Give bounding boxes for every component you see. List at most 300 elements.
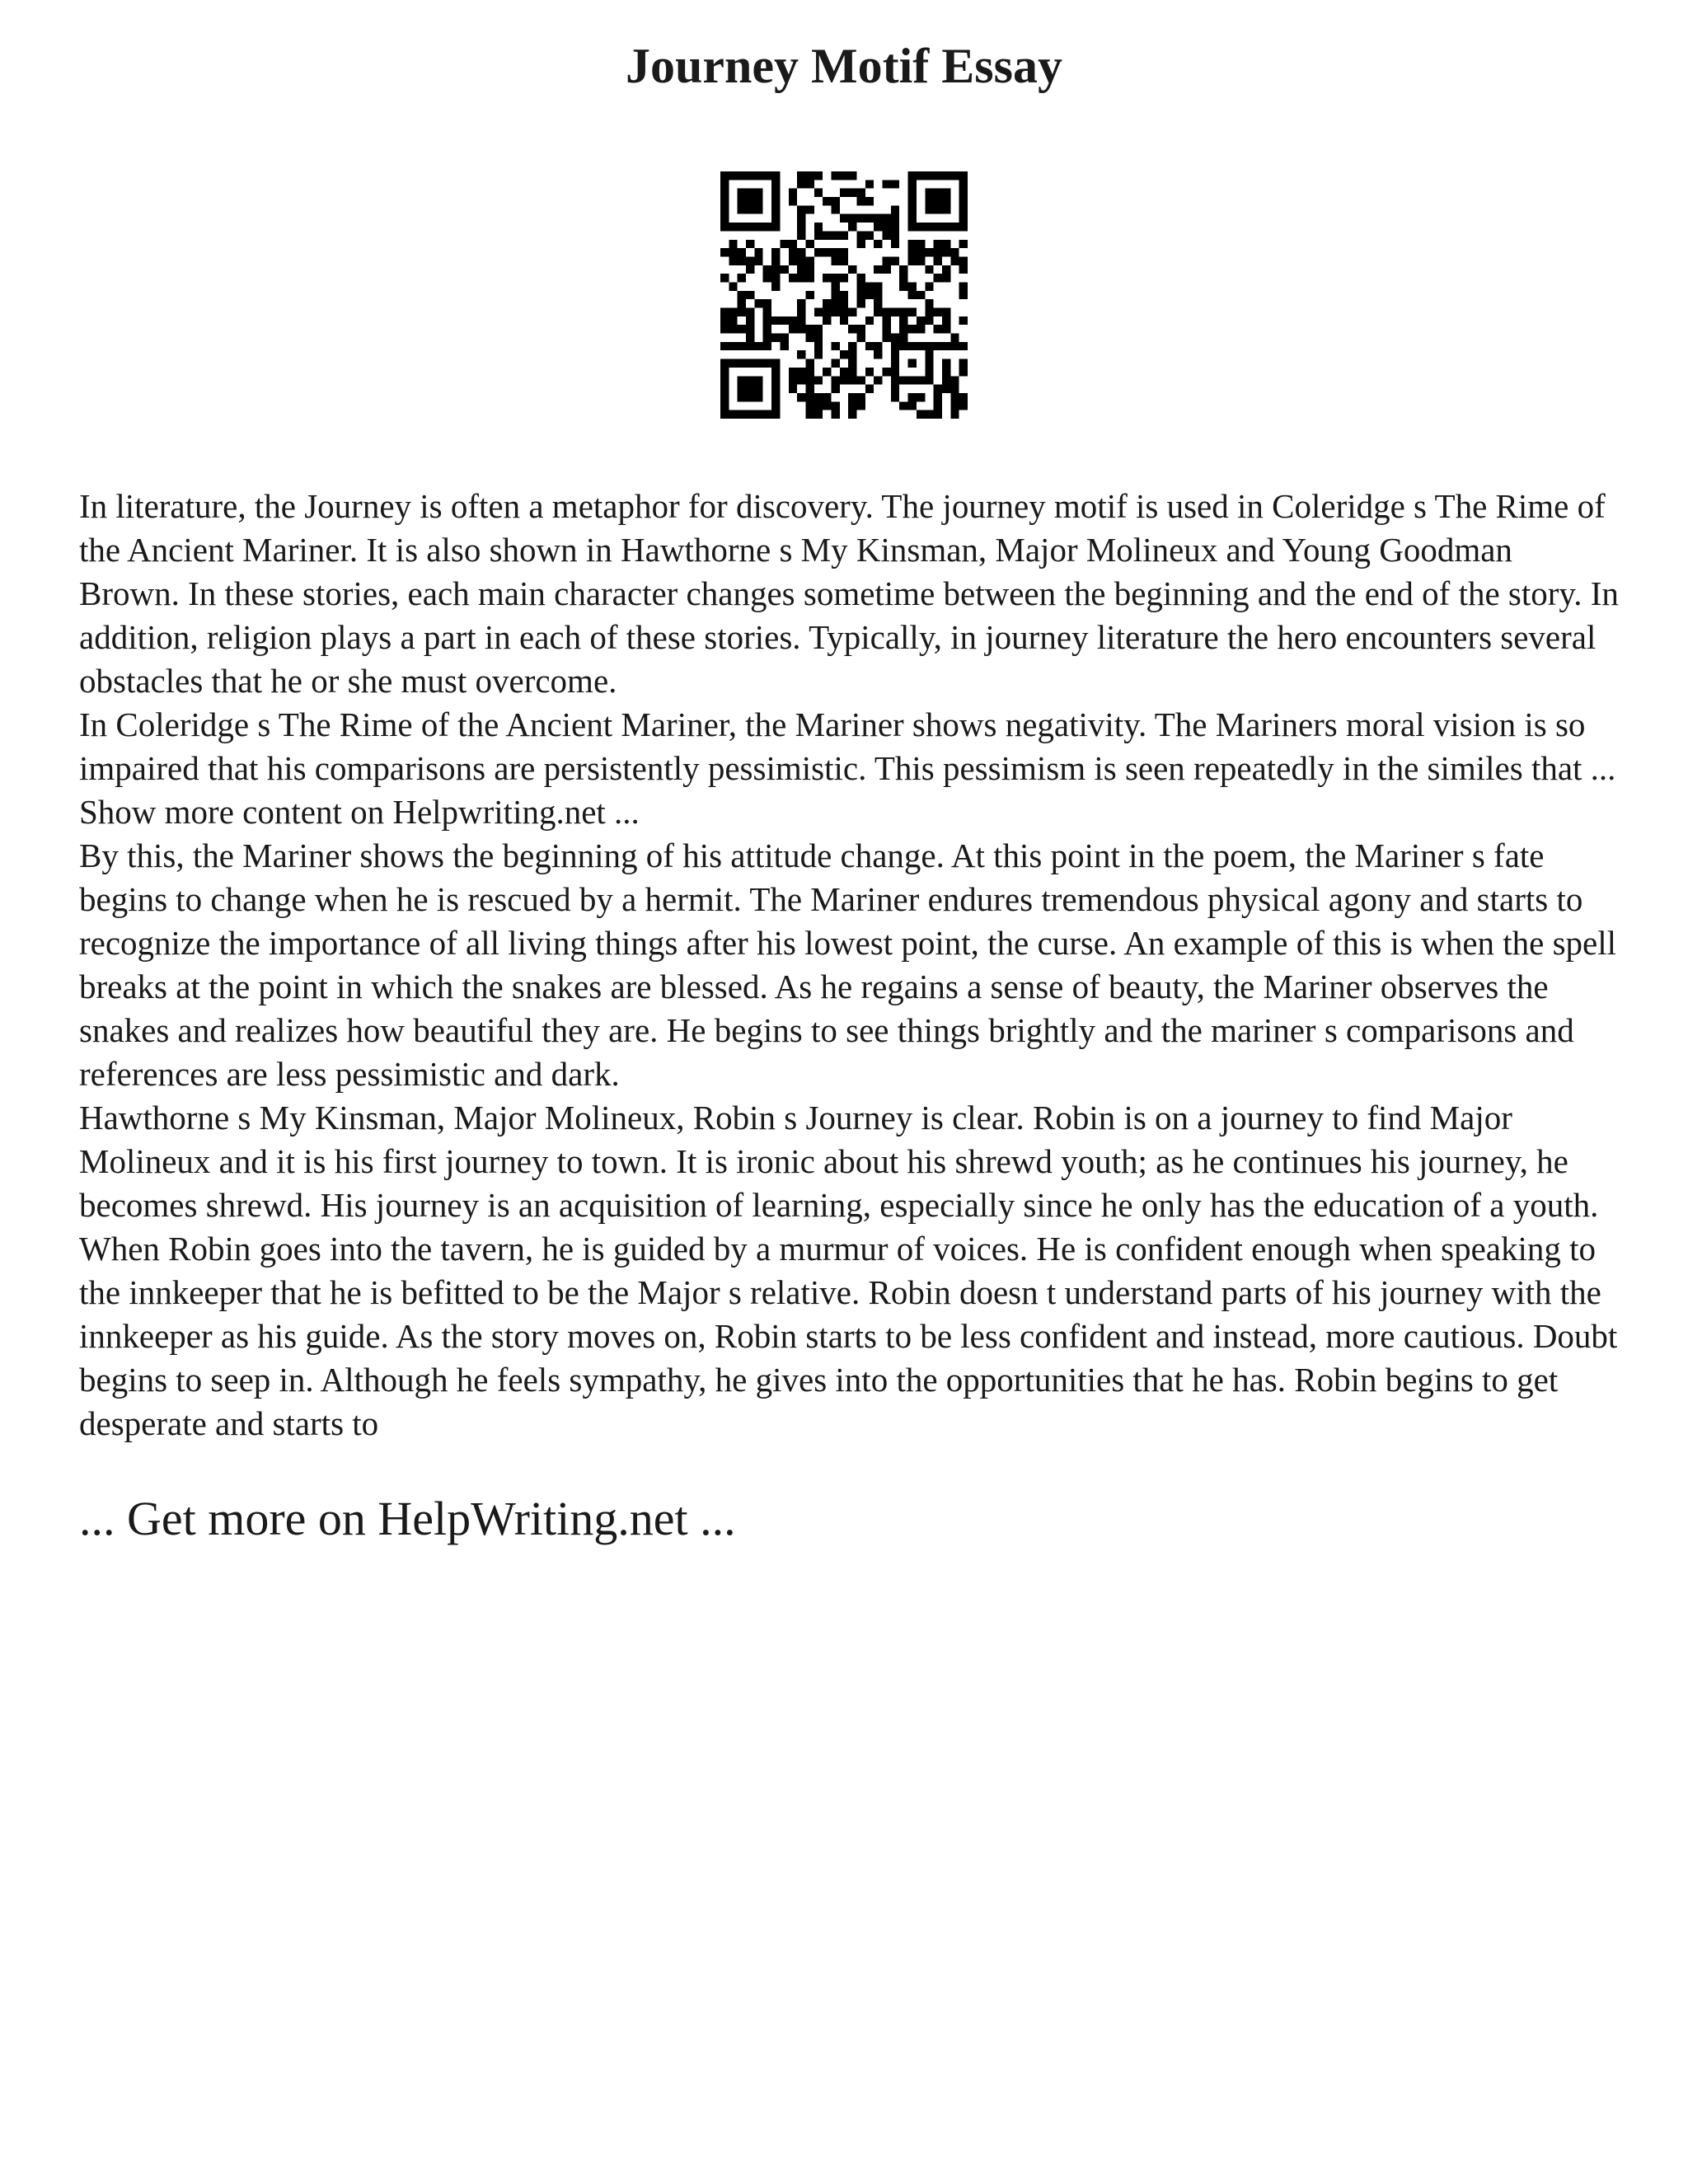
qr-module bbox=[805, 291, 814, 299]
qr-module bbox=[780, 334, 788, 342]
qr-module bbox=[789, 189, 797, 197]
essay-paragraph: In Coleridge s The Rime of the Ancient Mariner, the Mariner shows negativity. The Mariners moral vision is so impaired that his comparisons are persistently pessimistic. This pessimism is seen repeatedly in the similes that ... Show more content on Helpwriting.net ... bbox=[79, 705, 1616, 831]
qr-module bbox=[763, 308, 771, 316]
qr-module bbox=[805, 325, 814, 333]
qr-module bbox=[797, 214, 805, 223]
qr-module bbox=[805, 256, 814, 265]
qr-module bbox=[823, 299, 831, 307]
qr-module bbox=[805, 368, 814, 376]
qr-module bbox=[805, 265, 814, 274]
qr-module bbox=[738, 197, 746, 205]
qr-module bbox=[797, 205, 805, 213]
qr-module bbox=[840, 376, 848, 384]
qr-module bbox=[950, 342, 959, 350]
qr-module bbox=[797, 171, 805, 180]
qr-module bbox=[874, 265, 882, 274]
qr-module bbox=[763, 359, 771, 368]
qr-module bbox=[857, 325, 865, 333]
qr-module bbox=[771, 189, 780, 197]
qr-module bbox=[729, 325, 737, 333]
qr-module bbox=[805, 274, 814, 282]
qr-module bbox=[805, 410, 814, 419]
qr-module bbox=[789, 274, 797, 282]
qr-module bbox=[771, 274, 780, 282]
qr-module bbox=[908, 325, 917, 333]
qr-module bbox=[720, 316, 729, 325]
essay-paragraph: Hawthorne s My Kinsman, Major Molineux, Robin s Journey is clear. Robin is on a journey to find Major Molineux and it is his first journey to town. It is ironic about his shrewd youth; as he continues his journey, he becomes shrewd. His journey is an acquisition of learning, especially since he only has the education of a youth. When Robin goes into the tavern, he is guided by a murmur of voices. He is confident enough when speaking to the innkeeper that he is befitted to be the Major s relative. Robin doesn t understand parts of his journey with the innkeeper as his guide. As the story moves on, Robin starts to be less confident and instead, more cautious. Doubt begins to seep in. Although he feels sympathy, he gives into the opportunities that he has. Robin begins to get desperate and starts to bbox=[79, 1099, 1618, 1442]
qr-module bbox=[823, 197, 831, 205]
qr-module bbox=[797, 376, 805, 384]
qr-module bbox=[848, 376, 856, 384]
qr-module bbox=[934, 171, 942, 180]
qr-module bbox=[848, 359, 856, 368]
get-more-link[interactable]: ... Get more on HelpWriting.net ... bbox=[79, 1492, 736, 1545]
qr-module bbox=[780, 240, 788, 248]
qr-module bbox=[857, 274, 865, 282]
qr-module bbox=[771, 256, 780, 265]
qr-module bbox=[754, 171, 762, 180]
qr-module bbox=[942, 189, 950, 197]
qr-module bbox=[934, 393, 942, 401]
qr-module bbox=[917, 325, 925, 333]
qr-module bbox=[942, 308, 950, 316]
qr-module bbox=[814, 325, 823, 333]
qr-module bbox=[754, 393, 762, 401]
qr-module bbox=[754, 197, 762, 205]
qr-module bbox=[797, 316, 805, 325]
qr-module bbox=[814, 376, 823, 384]
qr-module bbox=[831, 385, 839, 393]
qr-code-icon[interactable] bbox=[720, 171, 968, 419]
qr-module bbox=[797, 350, 805, 359]
qr-module bbox=[899, 325, 907, 333]
qr-module bbox=[942, 223, 950, 231]
qr-module bbox=[848, 308, 856, 316]
qr-module bbox=[814, 410, 823, 419]
qr-module bbox=[840, 171, 848, 180]
qr-module bbox=[950, 376, 959, 384]
qr-module bbox=[925, 223, 933, 231]
qr-module bbox=[899, 334, 907, 342]
qr-module bbox=[848, 401, 856, 410]
qr-module bbox=[891, 180, 899, 188]
qr-module bbox=[883, 308, 891, 316]
qr-module bbox=[840, 350, 848, 359]
qr-module bbox=[925, 376, 933, 384]
qr-module bbox=[934, 274, 942, 282]
qr-module bbox=[848, 214, 856, 223]
qr-module bbox=[771, 214, 780, 223]
qr-module bbox=[840, 274, 848, 282]
qr-module bbox=[831, 282, 839, 290]
qr-module bbox=[908, 248, 917, 256]
qr-module bbox=[857, 240, 865, 248]
qr-module bbox=[771, 359, 780, 368]
qr-module bbox=[942, 240, 950, 248]
qr-module bbox=[917, 316, 925, 325]
qr-module bbox=[831, 342, 839, 350]
qr-module bbox=[763, 171, 771, 180]
qr-module bbox=[771, 376, 780, 384]
qr-module bbox=[720, 223, 729, 231]
qr-module bbox=[908, 256, 917, 265]
qr-module bbox=[763, 265, 771, 274]
qr-module bbox=[805, 385, 814, 393]
qr-module bbox=[823, 401, 831, 410]
qr-module bbox=[814, 393, 823, 401]
qr-module bbox=[797, 223, 805, 231]
qr-module bbox=[789, 376, 797, 384]
qr-module bbox=[746, 316, 754, 325]
qr-module bbox=[899, 401, 907, 410]
qr-module bbox=[891, 240, 899, 248]
qr-module bbox=[738, 385, 746, 393]
qr-module bbox=[891, 368, 899, 376]
qr-module bbox=[942, 197, 950, 205]
qr-module bbox=[738, 410, 746, 419]
qr-module bbox=[925, 171, 933, 180]
qr-module bbox=[763, 274, 771, 282]
qr-module bbox=[857, 282, 865, 290]
qr-module bbox=[840, 189, 848, 197]
qr-module bbox=[720, 205, 729, 213]
qr-module bbox=[934, 342, 942, 350]
qr-module bbox=[908, 359, 917, 368]
essay-body bbox=[79, 485, 1620, 1446]
qr-module bbox=[950, 248, 959, 256]
qr-module bbox=[959, 401, 968, 410]
qr-module bbox=[934, 410, 942, 419]
qr-module bbox=[848, 265, 856, 274]
essay-paragraph: By this, the Mariner shows the beginning of his attitude change. At this point in the poem, the Mariner s fate begins to change when he is rescued by a hermit. The Mariner endures tremendous physical agony and starts to recognize the importance of all living things after his lowest point, the curse. An example of this is when the spell breaks at the point in which the snakes are blessed. As he regains a sense of beauty, the Mariner observes the snakes and realizes how beautiful they are. He begins to see things brightly and the mariner s comparisons and references are less pessimistic and dark. bbox=[79, 837, 1617, 1093]
qr-module bbox=[934, 248, 942, 256]
qr-module bbox=[729, 308, 737, 316]
qr-module bbox=[865, 231, 874, 239]
qr-module bbox=[942, 248, 950, 256]
qr-module bbox=[814, 401, 823, 410]
qr-module bbox=[831, 291, 839, 299]
qr-module bbox=[934, 223, 942, 231]
qr-module bbox=[925, 197, 933, 205]
qr-module bbox=[942, 265, 950, 274]
qr-module bbox=[925, 368, 933, 376]
qr-module bbox=[840, 308, 848, 316]
qr-module bbox=[848, 189, 856, 197]
qr-module bbox=[797, 256, 805, 265]
qr-module bbox=[891, 350, 899, 359]
qr-module bbox=[925, 350, 933, 359]
qr-module bbox=[720, 248, 729, 256]
qr-module bbox=[959, 291, 968, 299]
qr-module bbox=[883, 325, 891, 333]
qr-module bbox=[942, 316, 950, 325]
qr-module bbox=[789, 197, 797, 205]
qr-module bbox=[738, 342, 746, 350]
qr-module bbox=[950, 256, 959, 265]
qr-module bbox=[720, 410, 729, 419]
qr-module bbox=[814, 189, 823, 197]
qr-module bbox=[746, 308, 754, 316]
qr-module bbox=[729, 240, 737, 248]
qr-module bbox=[805, 180, 814, 188]
qr-module bbox=[959, 197, 968, 205]
qr-module bbox=[746, 197, 754, 205]
qr-module bbox=[942, 368, 950, 376]
qr-module bbox=[720, 368, 729, 376]
qr-module bbox=[942, 274, 950, 282]
qr-module bbox=[738, 359, 746, 368]
qr-module bbox=[848, 393, 856, 401]
qr-module bbox=[738, 248, 746, 256]
qr-module bbox=[908, 223, 917, 231]
qr-module bbox=[917, 240, 925, 248]
qr-module bbox=[805, 171, 814, 180]
qr-module bbox=[763, 325, 771, 333]
qr-module bbox=[720, 171, 729, 180]
qr-module bbox=[831, 401, 839, 410]
qr-module bbox=[925, 205, 933, 213]
qr-module bbox=[738, 171, 746, 180]
qr-module bbox=[950, 334, 959, 342]
qr-module bbox=[814, 171, 823, 180]
qr-module bbox=[908, 308, 917, 316]
qr-module bbox=[942, 359, 950, 368]
qr-module bbox=[754, 385, 762, 393]
qr-module bbox=[738, 291, 746, 299]
qr-module bbox=[848, 410, 856, 419]
qr-module bbox=[917, 393, 925, 401]
qr-module bbox=[754, 223, 762, 231]
qr-module bbox=[814, 342, 823, 350]
qr-module bbox=[908, 282, 917, 290]
qr-module bbox=[891, 342, 899, 350]
qr-module bbox=[823, 274, 831, 282]
qr-module bbox=[959, 205, 968, 213]
qr-module bbox=[934, 205, 942, 213]
qr-module bbox=[891, 359, 899, 368]
qr-module bbox=[746, 325, 754, 333]
qr-module bbox=[797, 299, 805, 307]
qr-module bbox=[720, 308, 729, 316]
qr-module bbox=[805, 240, 814, 248]
qr-module bbox=[874, 214, 882, 223]
qr-module bbox=[840, 291, 848, 299]
qr-module bbox=[908, 197, 917, 205]
qr-module bbox=[771, 316, 780, 325]
qr-module bbox=[831, 231, 839, 239]
qr-module bbox=[874, 240, 882, 248]
qr-module bbox=[865, 316, 874, 325]
qr-module bbox=[942, 325, 950, 333]
qr-module bbox=[746, 393, 754, 401]
qr-module bbox=[754, 359, 762, 368]
qr-module bbox=[797, 265, 805, 274]
qr-module bbox=[883, 214, 891, 223]
qr-module bbox=[891, 223, 899, 231]
qr-module bbox=[857, 376, 865, 384]
qr-module bbox=[908, 393, 917, 401]
qr-module bbox=[763, 342, 771, 350]
qr-module bbox=[831, 308, 839, 316]
qr-module bbox=[925, 308, 933, 316]
qr-module bbox=[831, 171, 839, 180]
qr-module bbox=[831, 197, 839, 205]
qr-module bbox=[823, 316, 831, 325]
qr-module bbox=[754, 256, 762, 265]
qr-module bbox=[729, 342, 737, 350]
qr-module bbox=[917, 171, 925, 180]
qr-module bbox=[738, 393, 746, 401]
qr-module bbox=[891, 214, 899, 223]
qr-module bbox=[771, 180, 780, 188]
qr-module bbox=[840, 316, 848, 325]
qr-module bbox=[771, 265, 780, 274]
qr-module bbox=[857, 214, 865, 223]
qr-module bbox=[729, 248, 737, 256]
qr-module bbox=[874, 376, 882, 384]
qr-module bbox=[738, 223, 746, 231]
qr-module bbox=[805, 401, 814, 410]
qr-module bbox=[848, 368, 856, 376]
qr-module bbox=[814, 334, 823, 342]
qr-module bbox=[857, 401, 865, 410]
qr-module bbox=[805, 376, 814, 384]
qr-module bbox=[805, 359, 814, 368]
qr-module bbox=[823, 368, 831, 376]
qr-module bbox=[720, 393, 729, 401]
qr-module bbox=[720, 359, 729, 368]
qr-module bbox=[789, 316, 797, 325]
qr-module bbox=[857, 197, 865, 205]
qr-module bbox=[934, 189, 942, 197]
qr-module bbox=[771, 197, 780, 205]
qr-module bbox=[729, 171, 737, 180]
qr-module bbox=[874, 282, 882, 290]
qr-module bbox=[831, 410, 839, 419]
qr-module bbox=[925, 265, 933, 274]
qr-module bbox=[848, 325, 856, 333]
qr-module bbox=[729, 316, 737, 325]
qr-module bbox=[857, 189, 865, 197]
qr-module bbox=[857, 334, 865, 342]
qr-module bbox=[746, 342, 754, 350]
qr-module bbox=[771, 368, 780, 376]
qr-module bbox=[831, 205, 839, 213]
qr-module bbox=[848, 223, 856, 231]
qr-module bbox=[780, 265, 788, 274]
qr-module bbox=[729, 256, 737, 265]
qr-module bbox=[950, 385, 959, 393]
qr-module bbox=[831, 248, 839, 256]
qr-module bbox=[925, 359, 933, 368]
qr-module bbox=[738, 274, 746, 282]
qr-module bbox=[746, 189, 754, 197]
qr-module bbox=[771, 223, 780, 231]
qr-module bbox=[899, 282, 907, 290]
qr-module bbox=[959, 368, 968, 376]
qr-module bbox=[891, 385, 899, 393]
qr-module bbox=[729, 410, 737, 419]
qr-module bbox=[908, 189, 917, 197]
qr-module bbox=[814, 350, 823, 359]
qr-module bbox=[959, 171, 968, 180]
qr-module bbox=[814, 231, 823, 239]
qr-module bbox=[763, 316, 771, 325]
qr-module bbox=[891, 308, 899, 316]
qr-module bbox=[883, 223, 891, 231]
qr-module bbox=[720, 180, 729, 188]
qr-module bbox=[746, 291, 754, 299]
qr-module bbox=[789, 256, 797, 265]
qr-module bbox=[874, 223, 882, 231]
qr-module bbox=[720, 274, 729, 282]
qr-module bbox=[805, 393, 814, 401]
qr-module bbox=[848, 171, 856, 180]
qr-module bbox=[891, 256, 899, 265]
page-title: Journey Motif Essay bbox=[626, 39, 1062, 93]
qr-module bbox=[908, 240, 917, 248]
qr-module bbox=[934, 197, 942, 205]
qr-module bbox=[754, 248, 762, 256]
qr-module bbox=[857, 231, 865, 239]
qr-module bbox=[959, 256, 968, 265]
qr-module bbox=[874, 299, 882, 307]
qr-module bbox=[823, 231, 831, 239]
qr-module bbox=[720, 401, 729, 410]
qr-module bbox=[840, 368, 848, 376]
qr-module bbox=[771, 401, 780, 410]
qr-module bbox=[823, 248, 831, 256]
qr-module bbox=[942, 342, 950, 350]
qr-module bbox=[720, 214, 729, 223]
qr-module bbox=[865, 291, 874, 299]
qr-module bbox=[729, 223, 737, 231]
qr-module bbox=[720, 385, 729, 393]
qr-module bbox=[925, 342, 933, 350]
qr-module bbox=[925, 282, 933, 290]
qr-module bbox=[865, 282, 874, 290]
qr-module bbox=[738, 256, 746, 265]
qr-module bbox=[746, 334, 754, 342]
qr-module bbox=[746, 256, 754, 265]
qr-module bbox=[865, 368, 874, 376]
qr-module bbox=[771, 205, 780, 213]
qr-module bbox=[831, 256, 839, 265]
qr-code-graphic bbox=[720, 171, 968, 419]
qr-module bbox=[883, 316, 891, 325]
qr-module bbox=[883, 231, 891, 239]
qr-module bbox=[908, 342, 917, 350]
qr-module bbox=[729, 359, 737, 368]
qr-module bbox=[959, 282, 968, 290]
qr-module bbox=[925, 410, 933, 419]
qr-module bbox=[883, 265, 891, 274]
qr-module bbox=[934, 385, 942, 393]
qr-module bbox=[865, 342, 874, 350]
qr-module bbox=[950, 393, 959, 401]
qr-module bbox=[865, 197, 874, 205]
qr-module bbox=[746, 240, 754, 248]
qr-module bbox=[754, 189, 762, 197]
qr-module bbox=[797, 231, 805, 239]
qr-module bbox=[917, 410, 925, 419]
qr-module bbox=[908, 401, 917, 410]
qr-module bbox=[899, 342, 907, 350]
qr-module bbox=[883, 180, 891, 188]
qr-module bbox=[797, 325, 805, 333]
qr-module bbox=[950, 171, 959, 180]
qr-module bbox=[746, 410, 754, 419]
